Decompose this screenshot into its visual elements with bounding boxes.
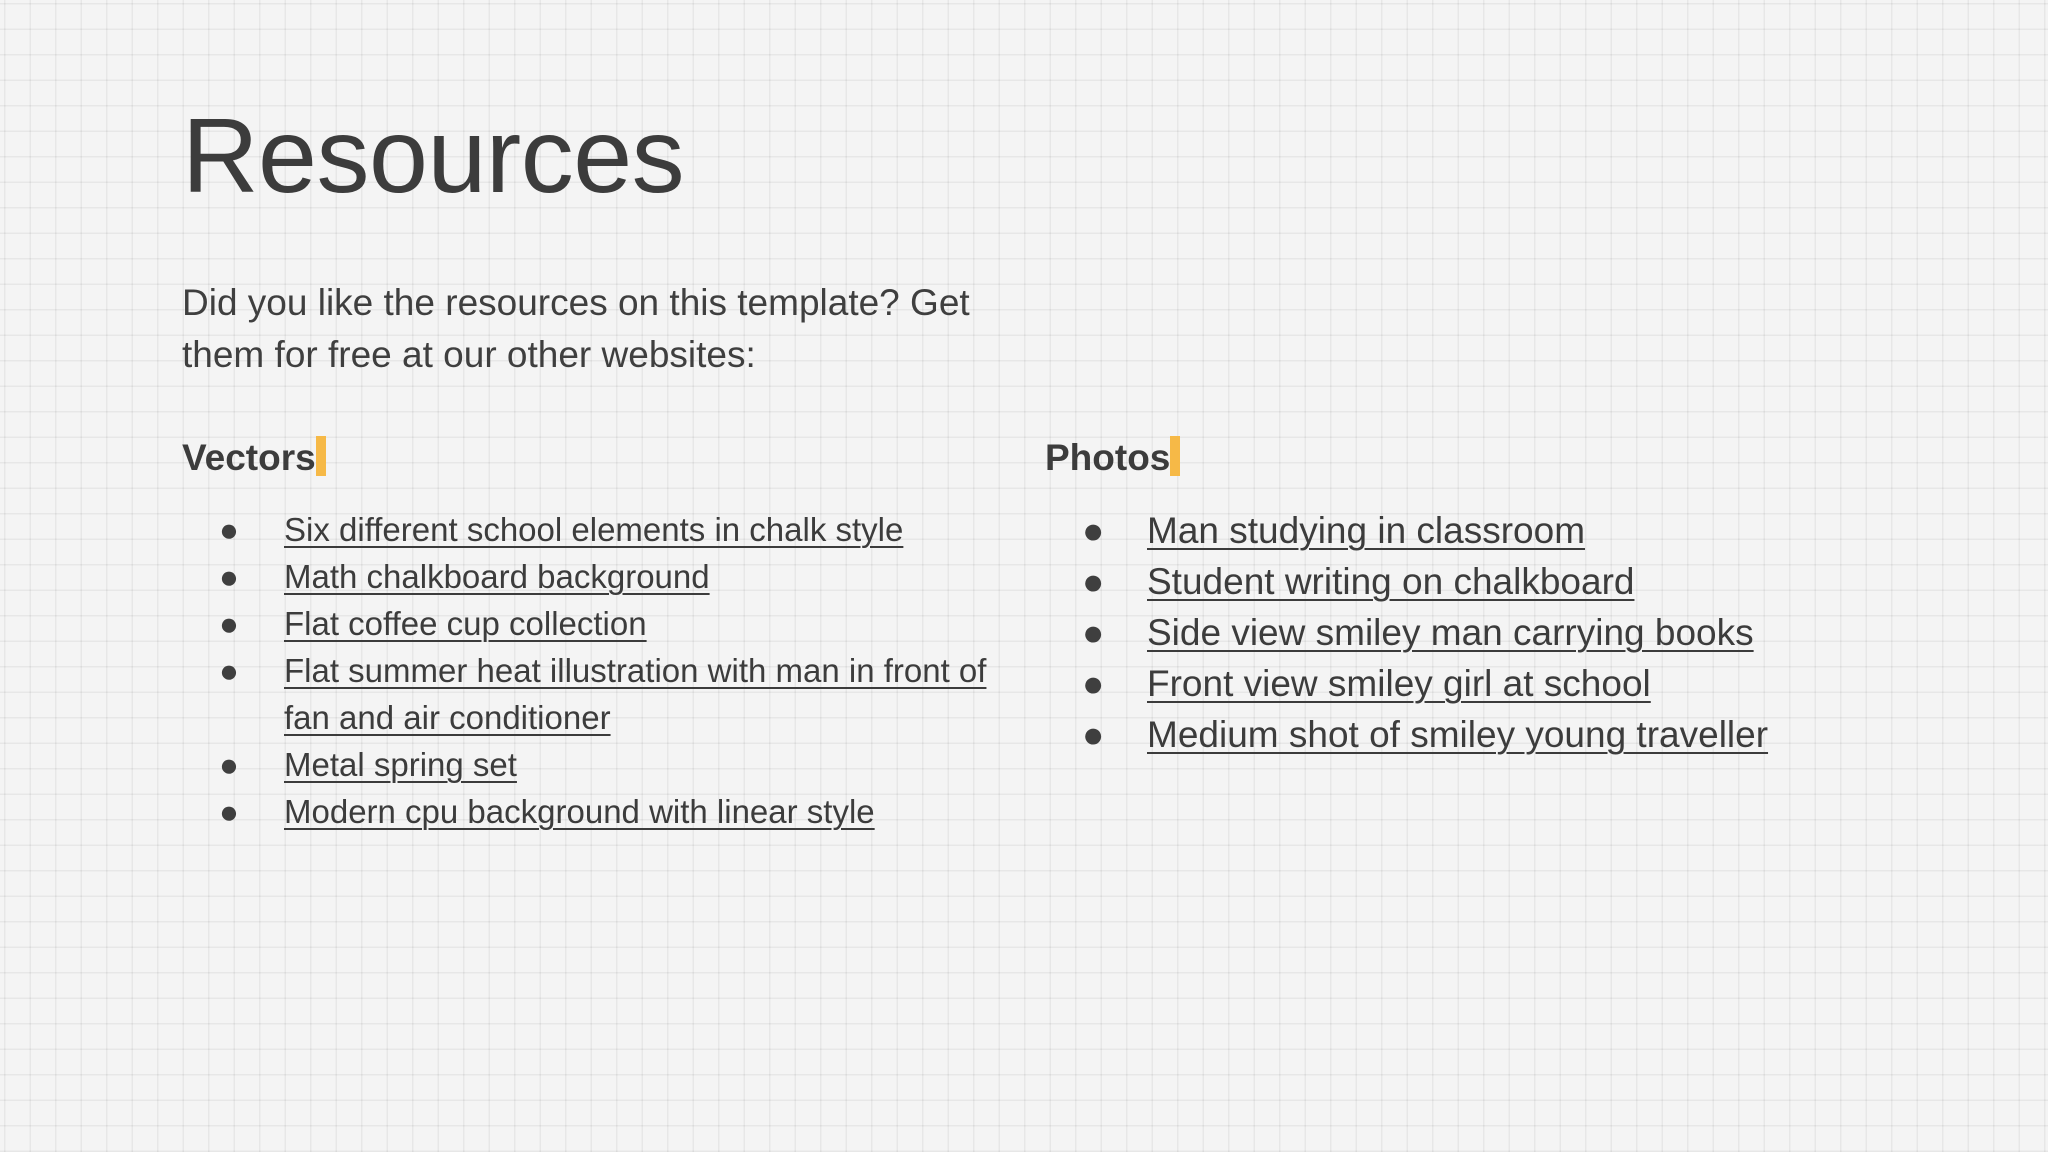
list-item	[182, 553, 1002, 600]
list-item	[182, 741, 1002, 788]
vector-link[interactable]: Flat coffee cup collection	[284, 605, 647, 642]
vector-link[interactable]: Metal spring set	[284, 746, 517, 783]
list-item	[1045, 505, 1865, 556]
list-item	[1045, 607, 1865, 658]
vectors-heading-marker	[316, 436, 326, 476]
photo-link[interactable]: Medium shot of smiley young traveller	[1147, 714, 1769, 755]
vectors-section	[182, 430, 1002, 835]
bullet-icon: ●	[1082, 663, 1105, 704]
bullet-icon: ●	[219, 558, 239, 595]
bullet-icon: ●	[1082, 714, 1105, 755]
photo-link[interactable]: Front view smiley girl at school	[1147, 663, 1651, 704]
page-title: Resources	[182, 97, 685, 215]
vectors-heading-label: Vectors	[182, 437, 316, 478]
bullet-icon: ●	[1082, 561, 1105, 602]
list-item	[182, 647, 1002, 741]
photos-heading	[1045, 430, 1865, 486]
bullet-icon: ●	[219, 511, 239, 548]
photos-list	[1045, 505, 1865, 760]
bullet-icon: ●	[219, 746, 239, 783]
list-item	[182, 788, 1002, 835]
photos-heading-marker	[1170, 436, 1180, 476]
photo-link[interactable]: Student writing on chalkboard	[1147, 561, 1635, 602]
bullet-icon: ●	[219, 605, 239, 642]
intro-text: Did you like the resources on this template? Get them for free at our other websites:	[182, 282, 970, 375]
list-item	[182, 506, 1002, 553]
bullet-icon: ●	[1082, 510, 1105, 551]
list-item	[182, 600, 1002, 647]
photos-heading-label: Photos	[1045, 437, 1171, 478]
photo-link[interactable]: Man studying in classroom	[1147, 510, 1586, 551]
list-item	[1045, 658, 1865, 709]
vector-link[interactable]: Modern cpu background with linear style	[284, 793, 875, 830]
bullet-icon: ●	[219, 793, 239, 830]
vector-link[interactable]: Math chalkboard background	[284, 558, 710, 595]
photos-section	[1045, 430, 1865, 760]
vector-link[interactable]: Flat summer heat illustration with man in front of fan and air conditioner	[284, 652, 987, 736]
list-item	[1045, 709, 1865, 760]
bullet-icon: ●	[1082, 612, 1105, 653]
photo-link[interactable]: Side view smiley man carrying books	[1147, 612, 1754, 653]
vectors-heading	[182, 430, 1002, 486]
vector-link[interactable]: Six different school elements in chalk style	[284, 511, 904, 548]
vectors-list	[182, 506, 1002, 835]
list-item	[1045, 556, 1865, 607]
bullet-icon: ●	[219, 652, 239, 689]
